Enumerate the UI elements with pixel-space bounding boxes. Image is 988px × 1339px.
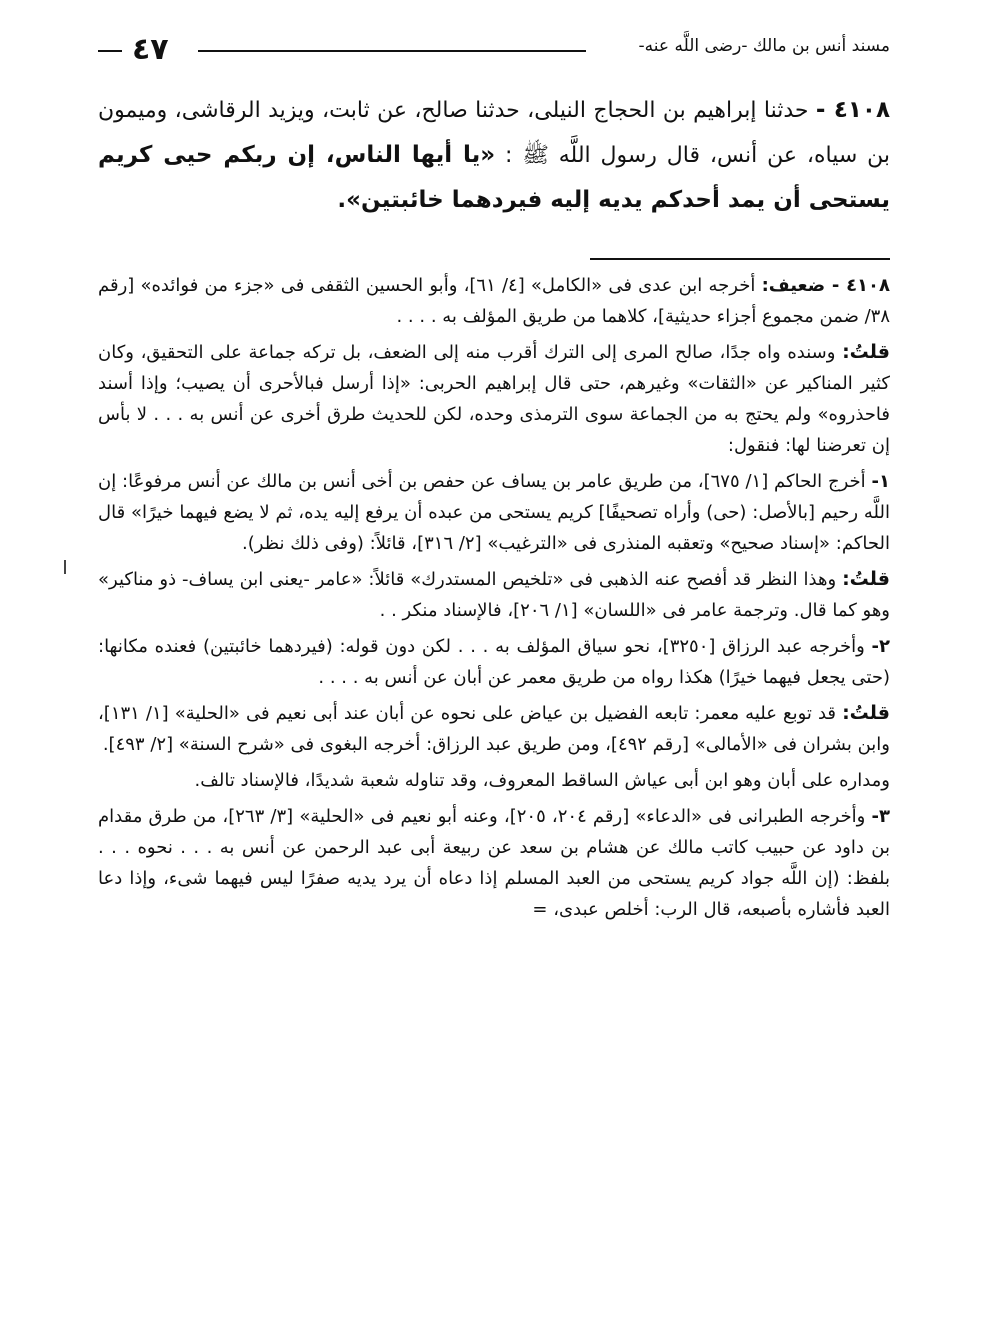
footnote-paragraph <box>98 765 890 796</box>
hadith-isnad: حدثنا إبراهيم بن الحجاج النيلى، حدثنا صالح، عن ثابت، ويزيد الرقاشى، وميمون بن سياه، عن أنس، قال رسول اللَّه ﷺ : <box>98 98 890 168</box>
footnote-paragraph <box>98 564 890 626</box>
paragraph-text: أخرجه ابن عدى فى «الكامل» [٤/ ٦١]، وأبو الحسين الثقفى فى «جزء من فوائده» [رقم ٣٨/ ضمن مجموع أجزاء حديثية]، كلاهما من طريق المؤلف به . . . . <box>98 275 890 327</box>
paragraph-lead: قلتُ: <box>842 568 890 590</box>
paragraph-text: وأخرجه الطبرانى فى «الدعاء» [رقم ٢٠٤، ٢٠٥]، وعنه أبو نعيم فى «الحلية» [٣/ ٢٦٣]، من طرق مقدام بن داود عن حبيب كاتب مالك عن هشام بن سعد عن ربيعة أبى عبد الرحمن عن أنس به . . . نحوه . . . بلفظ: (إن اللَّه جواد كريم يستحى من العبد المسلم إذا دعاه أن يرد يديه صفرًا ليس فيهما شىء، وإذا دعا العبد فأشاره بأصبعه، قال الرب: أخلص عبدى، = <box>98 806 890 920</box>
footnote-paragraph <box>98 466 890 559</box>
paragraph-lead: ١- <box>871 471 890 492</box>
header-dash <box>98 50 122 52</box>
footnotes <box>98 270 890 930</box>
margin-mark <box>64 560 66 574</box>
footnote-paragraph <box>98 698 890 760</box>
paragraph-text: وسنده واه جدًا، صالح المرى إلى الترك أقرب منه إلى الضعف، بل تركه جماعة على التحقيق، وكان كثير المناكير عن «الثقات» وغيرهم، حتى قال إبراهيم الحربى: «إذا أرسل فبالأحرى أن يصيب؛ وإذا أسند فاحذروه» ولم يحتج به من الجماعة سوى الترمذى وحده، لكن للحديث طرق أخرى عن أنس به . . . لا بأس إن تعرضنا لها: فنقول: <box>98 342 890 456</box>
hadith-number: ٤١٠٨ - <box>815 97 890 123</box>
paragraph-text: وهذا النظر قد أفصح عنه الذهبى فى «تلخيص المستدرك» قائلاً: «عامر -يعنى ابن يساف- ذو مناكير» وهو كما قال. وترجمة عامر فى «اللسان» [١/ ٢٠٦]، فالإسناد منكر . . <box>98 569 890 621</box>
paragraph-lead: قلتُ: <box>842 341 890 363</box>
paragraph-text: ومداره على أبان وهو ابن أبى عياش الساقط المعروف، وقد تناوله شعبة شديدًا، فالإسناد تالف. <box>194 770 890 791</box>
footnote-paragraph <box>98 337 890 461</box>
footnote-paragraph <box>98 270 890 332</box>
paragraph-lead: قلتُ: <box>842 702 890 724</box>
paragraph-lead: ٢- <box>871 636 890 657</box>
hadith-text <box>98 88 890 223</box>
paragraph-text: قد توبع عليه معمر: تابعه الفضيل بن عياض على نحوه عن أبان عند أبى نعيم فى «الحلية» [١/ ١٣١]، وابن بشران فى «الأمالى» [رقم ٤٩٢]، ومن طريق عبد الرزاق: أخرجه البغوى فى «شرح السنة» [٢/ ٤٩٣]. <box>98 703 890 755</box>
paragraph-text: وأخرجه عبد الرزاق [٣٢٥٠]، نحو سياق المؤلف به . . . لكن دون قوله: (فيردهما خائبتين) فعنده مكانها: (حتى يجعل فيهما خيرًا) هكذا رواه من طريق معمر عن أبان عن أنس به . . . . <box>98 636 890 688</box>
footnote-paragraph <box>98 631 890 693</box>
paragraph-text: أخرج الحاكم [١/ ٦٧٥]، من طريق عامر بن يساف عن حفص بن أخى أنس بن مالك عن أنس مرفوعًا: إن اللَّه رحيم [بالأصل: (حى) وأراه تصحيفًا] كريم يستحى من عبده أن يرفع إليه يده، ثم لا يضع فيهما خيرًا» قال الحاكم: «إسناد صحيح» وتعقبه المنذرى فى «الترغيب» [٢/ ٣١٦]، قائلاً: (وفى ذلك نظر). <box>98 471 890 554</box>
paragraph-lead: ٣- <box>871 806 890 827</box>
page-number: ٤٧ <box>132 32 169 67</box>
header-rule <box>198 50 586 52</box>
page-header <box>98 32 890 68</box>
footnote-paragraph <box>98 801 890 925</box>
running-title: مسند أنس بن مالك -رضى اللَّه عنه- <box>638 36 890 56</box>
paragraph-lead: ٤١٠٨ - ضعيف: <box>761 275 891 296</box>
hadith-matn: «يا أيها الناس، إن ربكم حيى كريم يستحى أن يمد أحدكم يديه إليه فيردهما خائبتين». <box>98 142 890 213</box>
footnote-separator <box>590 258 890 260</box>
